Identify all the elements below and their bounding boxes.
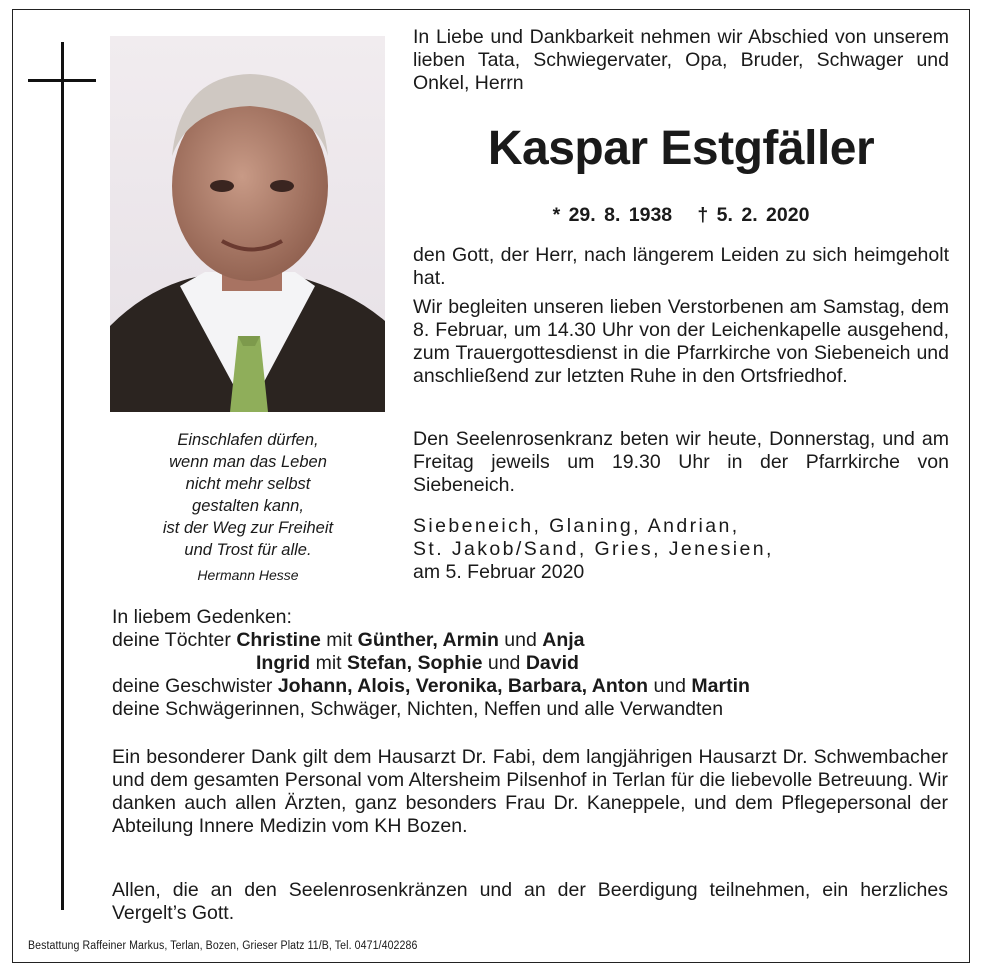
poem-quote	[112, 429, 384, 586]
life-dates: * 29. 8. 1938 † 5. 2. 2020	[552, 204, 810, 226]
memorial-line: deine Töchter Christine mit Günther, Armin und Anja	[112, 629, 585, 651]
intro-text: In Liebe und Dankbarkeit nehmen wir Abschied von unserem lieben Tata, Schwiegervater, Opa, Bruder, Schwager und Onkel, Herrn	[413, 26, 949, 94]
memorial-line: deine Geschwister Johann, Alois, Veronika, Barbara, Anton und Martin	[112, 675, 750, 697]
cross-icon-bar	[28, 79, 96, 82]
closing-paragraph: Allen, die an den Seelenrosenkränzen und an der Beerdigung teilnehmen, ein herzliches Vergelt’s Gott.	[112, 879, 948, 924]
portrait-photo	[110, 36, 385, 412]
poem-author: Hermann Hesse	[197, 567, 299, 583]
funeral-details-paragraph: Wir begleiten unseren lieben Verstorbenen am Samstag, dem 8. Februar, um 14.30 Uhr von der Leichenkapelle ausgehend, zum Trauergottesdienst in die Pfarrkirche von Siebeneich und anschließend zur letzten Ruhe in den Ortsfriedhof.	[413, 296, 949, 387]
memorial-list	[112, 606, 948, 721]
poem-line: und Trost für alle.	[184, 541, 312, 559]
place-line: Siebeneich, Glaning, Andrian,	[413, 515, 740, 537]
thanks-paragraph: Ein besonderer Dank gilt dem Hausarzt Dr. Fabi, dem langjährigen Hausarzt Dr. Schwembacher und dem gesamten Personal vom Altersheim Pilsenhof in Terlan für die liebevolle Betreuung. Wir danken auch allen Ärzten, ganz besonders Frau Dr. Kaneppele, und dem Pflegepersonal der Abteilung Innere Medizin vom KH Bozen.	[112, 746, 948, 837]
rosary-paragraph: Den Seelenrosenkranz beten wir heute, Donnerstag, und am Freitag jeweils um 19.30 Uhr in der Pfarrkirche von Siebeneich.	[413, 428, 949, 496]
memorial-heading: In liebem Gedenken:	[112, 606, 292, 628]
memorial-line: Ingrid mit Stefan, Sophie und David	[256, 652, 579, 674]
poem-line: gestalten kann,	[192, 497, 304, 515]
poem-line: wenn man das Leben	[169, 453, 327, 471]
poem-line: Einschlafen dürfen,	[177, 431, 319, 449]
funeral-home-footer: Bestattung Raffeiner Markus, Terlan, Bozen, Grieser Platz 11/B, Tel. 0471/402286	[28, 940, 418, 952]
poem-line: ist der Weg zur Freiheit	[162, 519, 334, 537]
poem-line: nicht mehr selbst	[185, 475, 311, 493]
announcement-paragraph: den Gott, der Herr, nach längerem Leiden zu sich heimgeholt hat.	[413, 244, 949, 289]
memorial-line: deine Schwägerinnen, Schwäger, Nichten, Neffen und alle Verwandten	[112, 698, 724, 720]
date-line: am 5. Februar 2020	[413, 561, 585, 583]
place-line: St. Jakob/Sand, Gries, Jenesien,	[413, 538, 774, 560]
deceased-name: Kaspar Estgfäller	[487, 122, 875, 175]
place-date	[413, 515, 949, 584]
cross-icon	[61, 42, 64, 910]
